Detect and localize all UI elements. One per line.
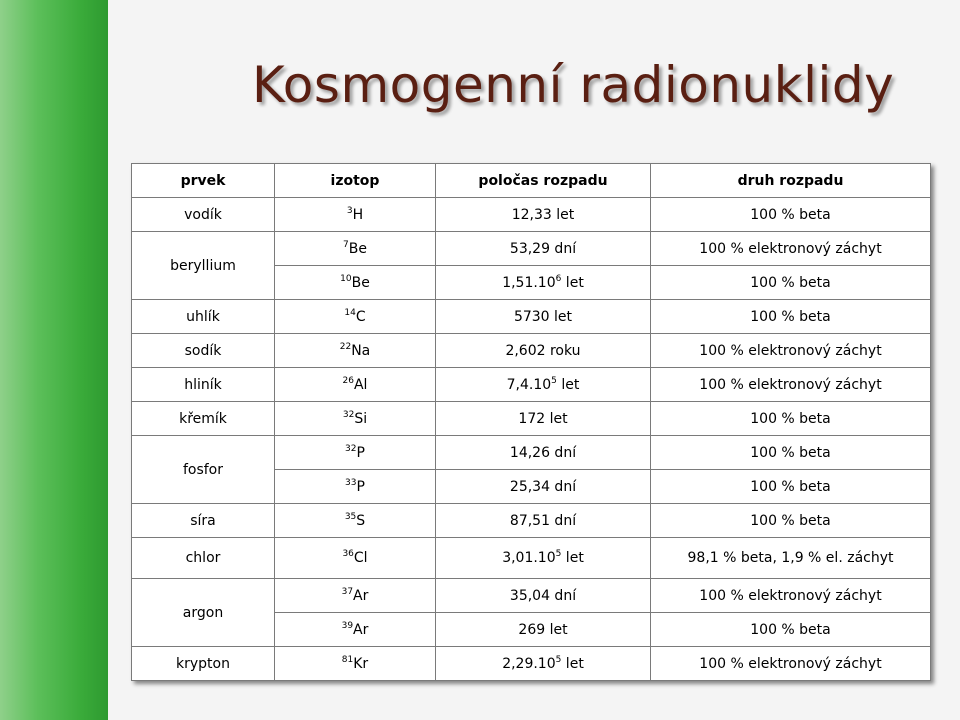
- half-life-unit: let: [561, 655, 584, 672]
- table-row: [132, 368, 931, 402]
- element-cell: uhlík: [132, 300, 275, 334]
- half-life-value: 172 let: [518, 410, 568, 427]
- decay-cell: 98,1 % beta, 1,9 % el. záchyt: [651, 538, 931, 579]
- mass-number: 81: [341, 654, 354, 665]
- isotope-cell: [275, 579, 436, 613]
- mass-number: 3: [346, 205, 353, 216]
- half-life-unit: let: [561, 550, 584, 566]
- isotope-symbol: H: [352, 206, 364, 223]
- table-row: [132, 504, 931, 538]
- table-row: [132, 232, 931, 266]
- isotope-symbol: Ar: [353, 621, 369, 638]
- element-cell: chlor: [132, 538, 275, 579]
- mass-number: 32: [345, 443, 357, 454]
- half-life-value: 2,29.10: [502, 655, 556, 672]
- decay-cell: 100 % beta: [651, 436, 931, 470]
- isotope-symbol: Ar: [353, 587, 369, 604]
- half-life-value: 14,26 dní: [509, 444, 577, 461]
- mass-number: 10: [340, 273, 352, 284]
- mass-number: 36: [342, 549, 354, 559]
- half-life-cell: [436, 579, 651, 613]
- half-life-unit: let: [556, 376, 580, 393]
- mass-number: 26: [342, 375, 354, 386]
- half-life-value: 7,4.10: [506, 376, 552, 393]
- table-row: [132, 300, 931, 334]
- decay-cell: 100 % beta: [651, 300, 931, 334]
- half-life-exponent: 5: [555, 654, 562, 665]
- mass-number: 7: [343, 239, 349, 250]
- table-row: [132, 538, 931, 579]
- half-life-cell: [436, 538, 651, 579]
- half-life-cell: [436, 613, 651, 647]
- header-isotope: izotop: [275, 164, 436, 198]
- half-life-value: 12,33 let: [511, 206, 575, 223]
- isotope-cell: [275, 198, 436, 232]
- isotope-symbol: P: [356, 478, 365, 495]
- half-life-value: 269 let: [518, 621, 568, 638]
- isotope-symbol: P: [356, 444, 365, 461]
- isotope-cell: [275, 613, 436, 647]
- isotope-symbol: S: [356, 512, 366, 529]
- decay-cell: 100 % elektronový záchyt: [651, 232, 931, 266]
- half-life-exponent: 6: [555, 273, 562, 284]
- isotope-symbol: Be: [348, 240, 367, 257]
- table-row: [132, 334, 931, 368]
- half-life-cell: [436, 504, 651, 538]
- decay-cell: 100 % elektronový záchyt: [651, 579, 931, 613]
- mass-number: 39: [341, 620, 354, 631]
- half-life-value: 1,51.10: [502, 274, 556, 291]
- half-life-value: 3,01.10: [502, 550, 556, 566]
- isotope-cell: [275, 470, 436, 504]
- decay-cell: 100 % elektronový záchyt: [651, 368, 931, 402]
- radionuclide-table-wrapper: [131, 163, 931, 681]
- radionuclide-table: [131, 163, 931, 681]
- element-cell: beryllium: [132, 232, 275, 300]
- decay-cell: 100 % beta: [651, 266, 931, 300]
- half-life-unit: let: [561, 274, 584, 291]
- isotope-symbol: C: [355, 308, 366, 325]
- isotope-symbol: Al: [353, 376, 368, 393]
- header-element: prvek: [132, 164, 275, 198]
- isotope-symbol: Na: [351, 342, 371, 359]
- half-life-cell: [436, 436, 651, 470]
- table-row: [132, 198, 931, 232]
- table-row: [132, 436, 931, 470]
- mass-number: 32: [342, 409, 355, 420]
- isotope-cell: [275, 232, 436, 266]
- element-cell: krypton: [132, 647, 275, 681]
- half-life-exponent: 5: [555, 549, 562, 559]
- half-life-cell: [436, 266, 651, 300]
- table-row: [132, 579, 931, 613]
- decay-cell: 100 % beta: [651, 613, 931, 647]
- table-row: [132, 647, 931, 681]
- isotope-cell: [275, 647, 436, 681]
- half-life-value: 53,29 dní: [509, 240, 577, 257]
- element-cell: síra: [132, 504, 275, 538]
- table-row: [132, 402, 931, 436]
- isotope-symbol: Cl: [353, 550, 368, 566]
- isotope-cell: [275, 538, 436, 579]
- mass-number: 22: [339, 341, 352, 352]
- isotope-cell: [275, 368, 436, 402]
- isotope-cell: [275, 334, 436, 368]
- decay-cell: 100 % elektronový záchyt: [651, 334, 931, 368]
- green-sidebar-band: [0, 0, 108, 720]
- element-cell: fosfor: [132, 436, 275, 504]
- isotope-cell: [275, 504, 436, 538]
- header-decay: druh rozpadu: [651, 164, 931, 198]
- half-life-value: 87,51 dní: [509, 512, 577, 529]
- half-life-exponent: 5: [551, 375, 557, 386]
- element-cell: hliník: [132, 368, 275, 402]
- decay-cell: 100 % beta: [651, 402, 931, 436]
- header-half-life: poločas rozpadu: [436, 164, 651, 198]
- half-life-cell: [436, 647, 651, 681]
- mass-number: 14: [344, 307, 356, 318]
- element-cell: sodík: [132, 334, 275, 368]
- half-life-value: 2,602 roku: [505, 342, 581, 359]
- isotope-cell: [275, 266, 436, 300]
- decay-cell: 100 % elektronový záchyt: [651, 647, 931, 681]
- slide-title: Kosmogenní radionuklidy: [252, 56, 895, 114]
- mass-number: 35: [344, 511, 357, 522]
- half-life-value: 5730 let: [513, 308, 573, 325]
- half-life-value: 35,04 dní: [509, 587, 577, 604]
- decay-cell: 100 % beta: [651, 504, 931, 538]
- decay-cell: 100 % beta: [651, 198, 931, 232]
- element-cell: vodík: [132, 198, 275, 232]
- table-header-row: [132, 164, 931, 198]
- half-life-cell: [436, 300, 651, 334]
- half-life-cell: [436, 198, 651, 232]
- decay-cell: 100 % beta: [651, 470, 931, 504]
- mass-number: 37: [341, 586, 354, 597]
- isotope-symbol: Kr: [353, 655, 369, 672]
- isotope-cell: [275, 402, 436, 436]
- mass-number: 33: [345, 477, 357, 488]
- isotope-symbol: Si: [354, 410, 368, 427]
- half-life-cell: [436, 368, 651, 402]
- element-cell: argon: [132, 579, 275, 647]
- half-life-cell: [436, 402, 651, 436]
- isotope-cell: [275, 436, 436, 470]
- isotope-symbol: Be: [351, 274, 370, 291]
- half-life-cell: [436, 334, 651, 368]
- half-life-cell: [436, 232, 651, 266]
- half-life-cell: [436, 470, 651, 504]
- half-life-value: 25,34 dní: [509, 478, 577, 495]
- isotope-cell: [275, 300, 436, 334]
- element-cell: křemík: [132, 402, 275, 436]
